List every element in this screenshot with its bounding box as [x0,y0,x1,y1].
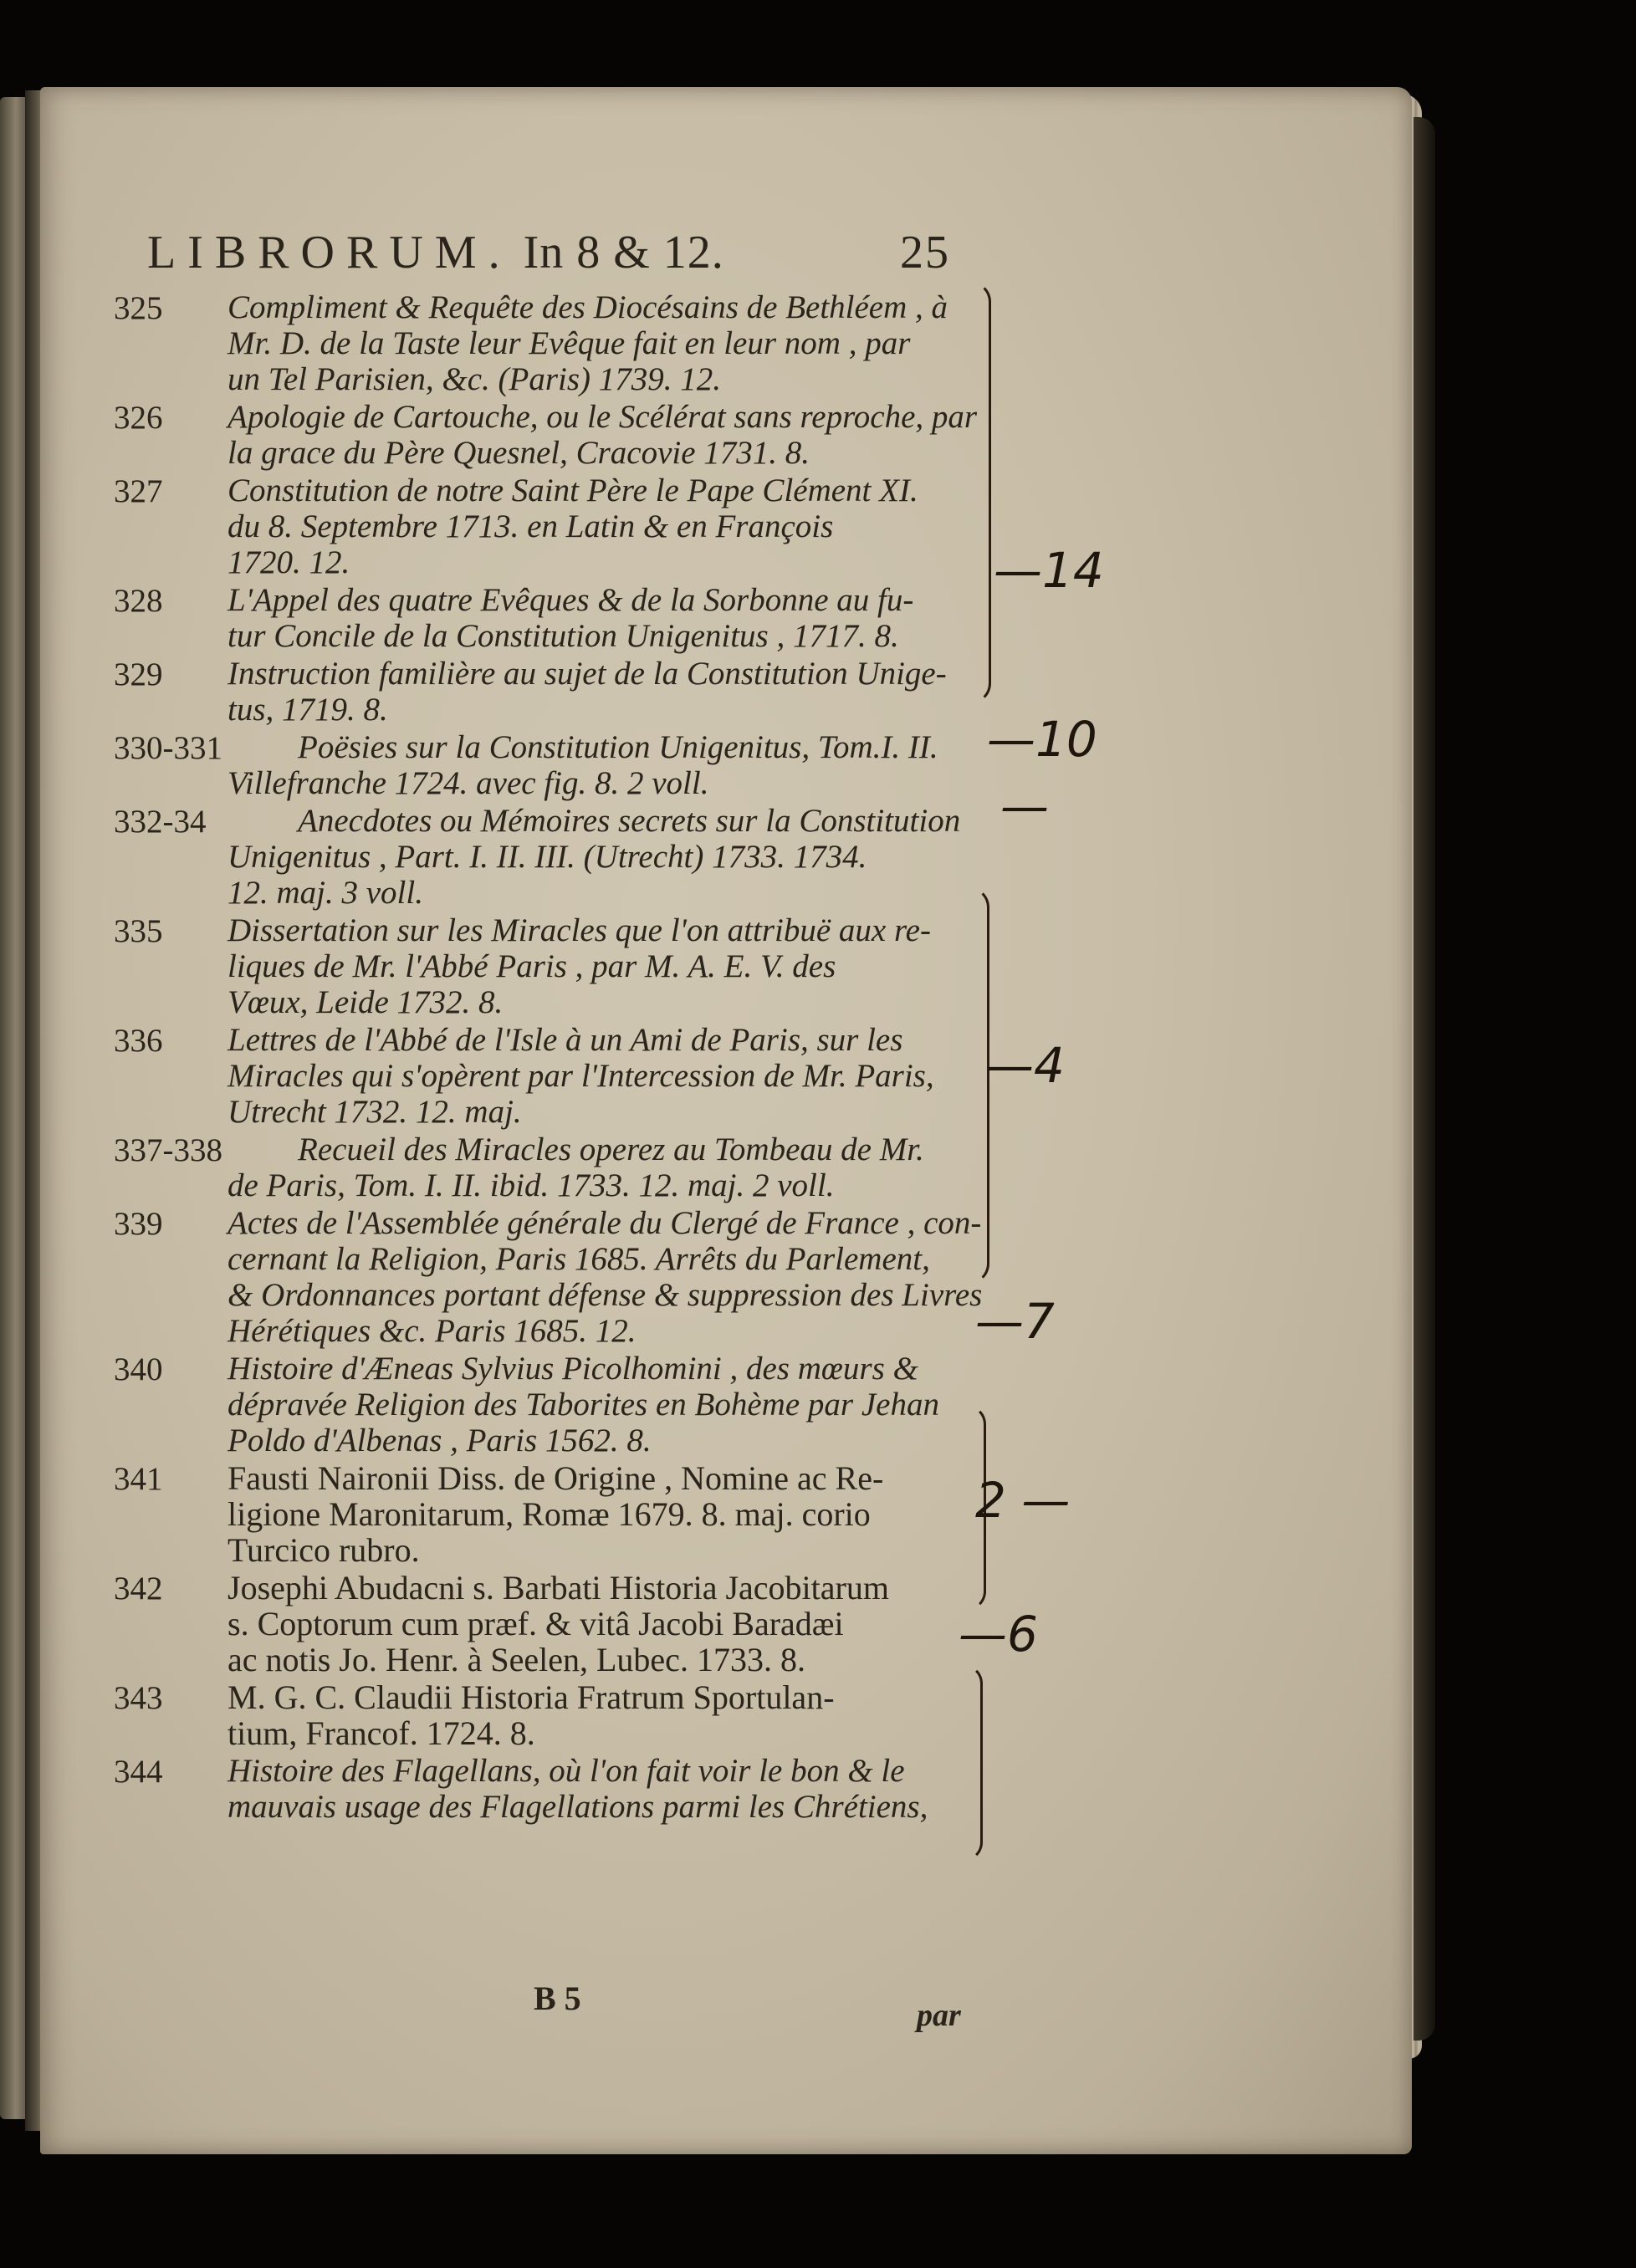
page-number: 25 [900,227,950,278]
entry-number: 336 [114,1023,163,1059]
entry-line: dépravée Religion des Taborites en Bohème par Jehan [228,1387,939,1423]
entry-line: Poldo d'Albenas , Paris 1562. 8. [228,1423,652,1458]
catalogue-entry [114,912,984,1020]
entry-line: Compliment & Requête des Diocésains de Bethléem , à [228,289,948,325]
catalogue-entry [114,1459,984,1569]
entry-line: 1720. 12. [228,544,350,580]
entry-number: 339 [114,1206,163,1242]
format-label: In 8 & 12. [523,227,724,278]
running-title: LIBRORUM. [147,227,512,278]
entry-line: un Tel Parisien, &c. (Paris) 1739. 12. [228,361,722,397]
catalogue-entry [114,656,984,728]
annotation-tally: —6 [959,1606,1038,1663]
entry-line: ac notis Jo. Henr. à Seelen, Lubec. 1733. 8. [228,1641,805,1678]
annotation-tally: —10 [987,711,1097,768]
entry-line: Villefranche 1724. avec fig. 8. 2 voll. [228,765,709,801]
bracket-group-1 [970,281,991,704]
entry-number: 329 [114,656,163,692]
page-stack-shadow [1414,117,1435,2041]
entry-line: Dissertation sur les Miracles que l'on attribuë aux re- [228,912,931,948]
entry-line: tur Concile de la Constitution Unigenitus , 1717. 8. [228,618,899,654]
signature-mark: B 5 [534,1979,581,2017]
bracket-group-4 [964,1664,983,1862]
entry-line: Apologie de Cartouche, ou le Scélérat sans reproche, par [228,399,978,435]
entry-line: Recueil des Miracles operez au Tombeau de Mr. [298,1131,924,1167]
entry-line: Poësies sur la Constitution Unigenitus, Tom.I. II. [298,729,938,765]
catalogue-entry [114,1022,984,1130]
entry-line: Miracles qui s'opèrent par l'Intercession de Mr. Paris, [228,1058,934,1094]
entry-line: Turcico rubro. [228,1531,420,1569]
entry-line: s. Coptorum cum præf. & vitâ Jacobi Baradæi [228,1605,844,1642]
entry-number: 325 [114,290,163,326]
entry-line: Mr. D. de la Taste leur Evêque fait en leur nom , par [228,325,911,361]
entry-line: du 8. Septembre 1713. en Latin & en François [228,508,834,544]
catalogue-entry [114,1678,984,1752]
entry-line: Fausti Naironii Diss. de Origine , Nomine ac Re- [228,1459,884,1497]
entry-line: L'Appel des quatre Evêques & de la Sorbonne au fu- [228,582,914,618]
entry-line: 12. maj. 3 voll. [228,875,423,911]
entry-number: 328 [114,583,163,619]
entry-number: 337-338 [114,1132,222,1168]
annotation-tally: — [1000,778,1049,835]
entry-line: de Paris, Tom. I. II. ibid. 1733. 12. maj. 2 voll. [228,1167,835,1203]
entry-line: M. G. C. Claudii Historia Fratrum Sportulan- [228,1678,835,1716]
entry-line: Unigenitus , Part. I. II. III. (Utrecht) 1733. 1734. [228,839,867,875]
catalogue-entry [114,399,984,471]
entry-number: 344 [114,1754,163,1790]
entry-number: 340 [114,1351,163,1387]
entry-line: ligione Maronitarum, Romæ 1679. 8. maj. corio [228,1495,871,1533]
entry-line: & Ordonnances portant défense & suppression des Livres [228,1277,983,1313]
catalogue-entry [114,729,984,801]
annotation-tally: —14 [994,542,1104,599]
catalogue-entry [114,1205,984,1349]
entry-line: Anecdotes ou Mémoires secrets sur la Constitution [298,803,961,839]
entry-line: Histoire des Flagellans, où l'on fait voir le bon & le [228,1753,905,1789]
entry-number: 335 [114,913,163,949]
entry-line: Utrecht 1732. 12. maj. [228,1094,522,1130]
catalogue-entries [114,289,984,1826]
annotation-tally: —7 [975,1293,1055,1350]
catalogue-entry [114,1131,984,1203]
entry-number: 341 [114,1461,163,1497]
entry-line: cernant la Religion, Paris 1685. Arrêts du Parlement, [228,1241,930,1277]
entry-line: Lettres de l'Abbé de l'Isle à un Ami de Paris, sur les [228,1022,903,1058]
entry-number: 342 [114,1571,163,1606]
catalogue-entry [114,472,984,580]
entry-line: Constitution de notre Saint Père le Pape Clément XI. [228,472,918,508]
catchword: par [917,1998,961,2033]
catalogue-entry [114,1753,984,1825]
entry-line: Actes de l'Assemblée générale du Clergé de France , con- [228,1205,982,1241]
catalogue-entry [114,803,984,911]
catalogue-entry [114,582,984,654]
entry-line: Vœux, Leide 1732. 8. [228,984,504,1020]
entry-line: la grace du Père Quesnel, Cracovie 1731. 8. [228,435,810,471]
entry-line: liques de Mr. l'Abbé Paris , par M. A. E. V. des [228,948,836,984]
entry-line: Histoire d'Æneas Sylvius Picolhomini , des mœurs & [228,1351,918,1387]
entry-number: 343 [114,1680,163,1716]
entry-line: tium, Francof. 1724. 8. [228,1714,535,1752]
catalogue-entry [114,289,984,397]
catalogue-entry [114,1351,984,1458]
entry-number: 332-34 [114,804,207,840]
entry-line: tus, 1719. 8. [228,692,388,728]
entry-number: 330-331 [114,730,222,766]
entry-line: Josephi Abudacni s. Barbati Historia Jacobitarum [228,1569,889,1606]
entry-number: 326 [114,400,163,436]
entry-number: 327 [114,473,163,509]
entry-line: Instruction familière au sujet de la Constitution Unige- [228,656,947,692]
left-page-edge [0,97,28,2119]
entry-line: mauvais usage des Flagellations parmi les Chrétiens, [228,1789,928,1825]
entry-line: Hérétiques &c. Paris 1685. 12. [228,1313,637,1349]
annotation-tally: 2 — [975,1472,1071,1529]
annotation-tally: —4 [985,1037,1065,1094]
running-header [147,226,984,293]
catalogue-entry [114,1569,984,1678]
